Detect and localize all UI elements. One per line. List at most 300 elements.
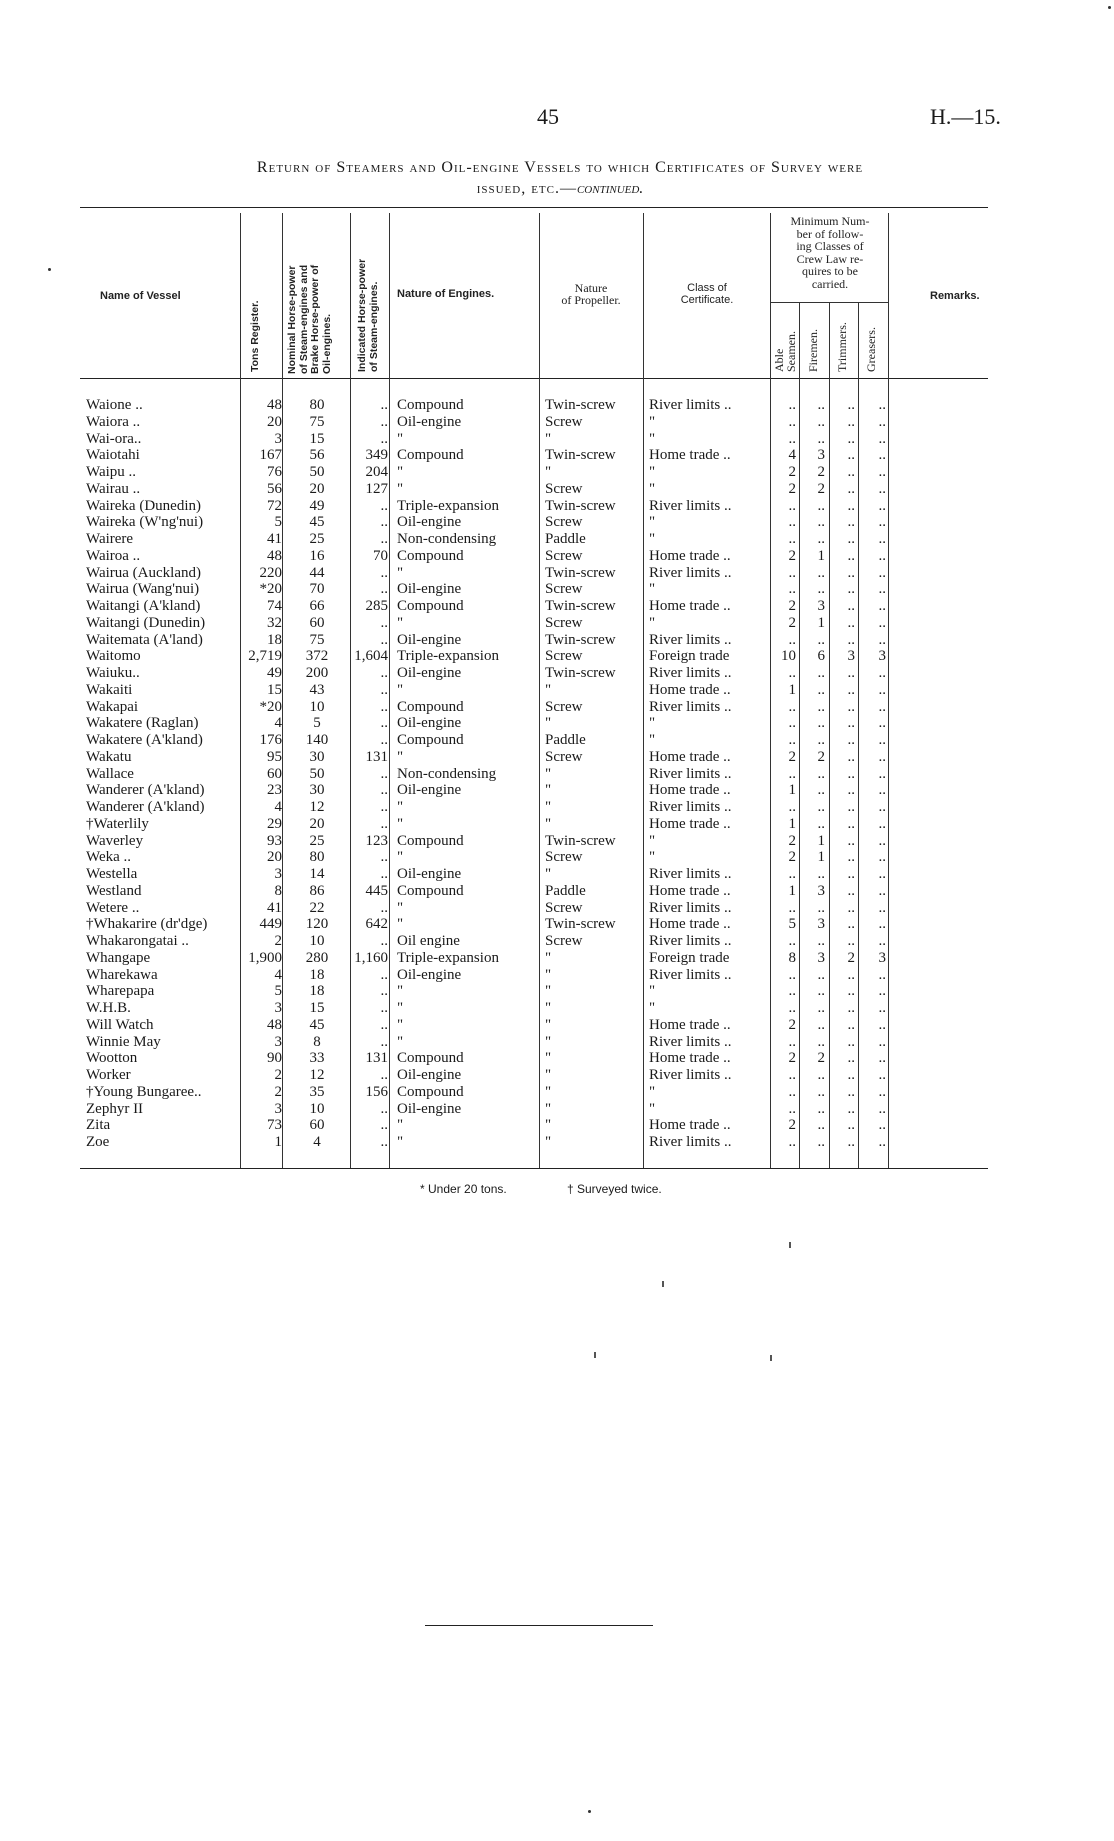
tons-register: 8 [274,882,282,899]
nominal-horse-power: 80 [309,397,325,413]
nature-of-engines: " [397,564,404,581]
tons-register: 18 [267,631,282,648]
firemen: .. [817,564,825,581]
indicated-horse-power: .. [380,815,388,832]
greasers: .. [878,899,886,916]
nature-of-propeller: " [545,765,552,782]
vessel-name: †Young Bungaree.. [86,1083,202,1100]
nominal-horse-power: 18 [309,983,325,1000]
header-nature-of-propeller [541,282,641,306]
tons-register: 176 [259,732,282,748]
trimmers: .. [847,614,855,631]
nominal-horse-power: 15 [309,1000,325,1016]
greasers: 3 [878,949,886,966]
indicated-horse-power: .. [380,514,388,531]
nominal-horse-power: 15 [309,430,325,447]
able-seamen: .. [788,1134,796,1150]
table-row [0,1000,1114,1017]
able-seamen: 1 [788,681,796,698]
header-firemen: Firemen. [806,329,820,372]
nature-of-engines: " [397,899,404,916]
nature-of-engines: Compound [397,547,464,564]
indicated-horse-power: .. [380,1100,388,1117]
vessel-name: Worker [86,1067,131,1083]
nominal-horse-power: 66 [309,598,325,614]
able-seamen: .. [788,514,796,531]
nature-of-propeller: " [545,799,552,815]
header-minimum-crew [772,215,888,290]
indicated-horse-power: .. [380,430,388,447]
trimmers: .. [847,933,855,949]
firemen: .. [817,1067,825,1083]
nature-of-propeller: " [545,949,552,966]
indicated-horse-power: .. [380,866,388,882]
tons-register: 2,719 [248,648,282,665]
header-class-line-1: Class of [687,282,727,294]
trimmers: .. [847,430,855,447]
class-of-certificate: River limits .. [649,397,732,413]
nominal-horse-power: 14 [309,866,325,882]
vessel-name: Westland [86,882,142,899]
indicated-horse-power: .. [380,413,388,430]
indicated-horse-power: 1,604 [354,648,388,665]
tons-register: 15 [267,681,282,698]
table-row [0,1117,1114,1134]
greasers: .. [878,882,886,899]
nature-of-engines: Oil-engine [397,1067,462,1083]
nature-of-propeller: " [545,1083,552,1100]
nature-of-engines: Oil-engine [397,1100,462,1117]
vessel-name: †Whakarire (dr'dge) [86,916,208,933]
able-seamen: .. [788,665,796,681]
greasers: .. [878,799,886,815]
nature-of-engines: " [397,748,404,765]
nominal-horse-power: 33 [309,1050,325,1067]
greasers: .. [878,966,886,983]
vessel-name: Whangape [86,949,151,966]
able-seamen: 10 [781,648,796,665]
firemen: .. [817,933,825,949]
nature-of-engines: Non-condensing [397,765,497,782]
indicated-horse-power: .. [380,732,388,748]
header-trimmers: Trimmers. [835,322,849,372]
able-seamen: .. [788,715,796,732]
nominal-horse-power: 10 [309,933,325,949]
indicated-horse-power: 1,160 [354,949,388,966]
tons-register: 48 [267,397,282,413]
table-row [0,1034,1114,1051]
nature-of-engines: " [397,480,404,497]
indicated-horse-power: .. [380,1033,388,1050]
trimmers: .. [847,916,855,933]
greasers: .. [878,581,886,598]
firemen: .. [817,715,825,732]
able-seamen: 2 [788,464,796,480]
nature-of-engines: Oil-engine [397,966,462,983]
tons-register: 48 [267,547,282,564]
vessel-name: Wairoa .. [86,547,141,564]
firemen: .. [817,1016,825,1033]
tons-register: 41 [267,899,282,916]
nature-of-propeller: " [545,1117,552,1134]
nature-of-propeller: Screw [545,514,583,531]
vessel-name: Wairua (Wang'nui) [86,581,200,598]
nature-of-engines: " [397,815,404,832]
greasers: .. [878,1117,886,1134]
firemen: .. [817,665,825,681]
tons-register: 3 [274,1100,282,1117]
vessel-name: Waione .. [86,397,143,413]
header-class-line-2: Certificate. [680,294,734,306]
table-row [0,732,1114,749]
nature-of-propeller: " [545,815,552,832]
trimmers: .. [847,1000,855,1016]
trimmers: .. [847,966,855,983]
vessel-name: Zita [86,1117,111,1134]
header-nominal-line-3: Brake Horse-power of [309,264,321,374]
nominal-horse-power: 45 [309,514,325,531]
nominal-horse-power: 35 [309,1083,325,1100]
nature-of-propeller: " [545,983,552,1000]
indicated-horse-power: .. [380,849,388,866]
header-indicated-line-2: of Steam-engines. [367,281,380,372]
vessel-name: Waitangi (A'kland) [86,598,201,614]
nature-of-engines: Oil engine [397,933,460,949]
nature-of-engines: " [397,983,404,1000]
nominal-horse-power: 20 [309,815,325,832]
page-mark [662,1281,664,1287]
trimmers: .. [847,1067,855,1083]
able-seamen: 2 [788,748,796,765]
class-of-certificate: River limits .. [649,933,732,949]
nature-of-propeller: " [545,1050,552,1067]
table-row [0,565,1114,582]
table-title [120,157,1000,199]
able-seamen: 2 [788,1050,796,1067]
indicated-horse-power: 70 [373,547,388,564]
class-of-certificate: Home trade .. [649,882,731,899]
table-row [0,849,1114,866]
firemen: 1 [817,547,825,564]
nature-of-engines: Compound [397,598,464,614]
class-of-certificate: " [649,1100,656,1117]
nature-of-propeller: " [545,1134,552,1150]
vessel-name: Wanderer (A'kland) [86,799,205,815]
nominal-horse-power: 25 [309,832,325,849]
header-nominal-line-2: of Steam-engines and [297,264,310,374]
table-row [0,414,1114,431]
page-mark [48,268,51,271]
header-bottom-rule [80,378,988,379]
nature-of-propeller: " [545,1100,552,1117]
vessel-name: Waireka (W'ng'nui) [86,514,204,531]
tons-register: 2 [274,933,282,949]
vessel-name: Westella [86,866,138,882]
vessel-name: Wootton [86,1050,138,1067]
vessel-name: Waverley [86,832,144,849]
tons-register: 76 [267,464,282,480]
class-of-certificate: " [649,413,656,430]
table-row [0,715,1114,732]
tons-register: 56 [267,480,282,497]
greasers: .. [878,681,886,698]
tons-register: 73 [267,1117,282,1134]
vessel-name: †Waterlily [86,815,149,832]
firemen: .. [817,732,825,748]
nominal-horse-power: 43 [309,681,325,698]
end-rule [425,1625,653,1626]
tons-register: 49 [267,665,282,681]
greasers: .. [878,531,886,547]
greasers: .. [878,413,886,430]
nominal-horse-power: 12 [309,1067,325,1083]
vessel-name: Wakatere (Raglan) [86,715,199,732]
nominal-horse-power: 30 [309,748,325,765]
header-nature-of-engines: Nature of Engines. [397,288,495,300]
page-mark [770,1355,772,1361]
firemen: .. [817,1100,825,1117]
tons-register: 2 [274,1067,282,1083]
firemen: .. [817,681,825,698]
greasers: .. [878,732,886,748]
trimmers: .. [847,882,855,899]
nature-of-engines: Compound [397,882,464,899]
indicated-horse-power: .. [380,631,388,648]
indicated-horse-power: 445 [365,882,388,899]
firemen: .. [817,413,825,430]
header-crew-line-6: carried. [811,276,849,291]
nature-of-propeller: " [545,782,552,799]
able-seamen: 2 [788,832,796,849]
able-seamen: 2 [788,480,796,497]
tons-register: 1,900 [248,949,282,966]
trimmers: .. [847,598,855,614]
table-row [0,598,1114,615]
header-nominal-hp [287,265,333,374]
table-row [0,648,1114,665]
able-seamen: .. [788,933,796,949]
vessel-name: Wakapai [86,698,139,715]
nominal-horse-power: 16 [309,547,325,564]
able-seamen: .. [788,1033,796,1050]
able-seamen: .. [788,1083,796,1100]
nominal-horse-power: 372 [305,648,329,665]
greasers: .. [878,631,886,648]
table-row [0,1101,1114,1118]
nature-of-propeller: Screw [545,581,583,598]
header-remarks: Remarks. [930,290,980,302]
greasers: .. [878,430,886,447]
greasers: .. [878,933,886,949]
able-seamen: 2 [788,1016,796,1033]
indicated-horse-power: .. [380,1117,388,1134]
trimmers: .. [847,1134,855,1150]
nature-of-propeller: Screw [545,413,583,430]
nature-of-propeller: Twin-screw [545,598,616,614]
greasers: .. [878,514,886,531]
trimmers: .. [847,1117,855,1134]
firemen: .. [817,899,825,916]
table-row [0,1084,1114,1101]
nature-of-propeller: Screw [545,933,583,949]
table-row [0,900,1114,917]
nature-of-propeller: Screw [545,648,583,665]
table-row [0,581,1114,598]
trimmers: .. [847,397,855,413]
trimmers: .. [847,581,855,598]
indicated-horse-power: .. [380,933,388,949]
nature-of-engines: Oil-engine [397,413,462,430]
class-of-certificate: River limits .. [649,799,732,815]
able-seamen: .. [788,799,796,815]
crew-subheader-rule [770,302,888,303]
able-seamen: 1 [788,815,796,832]
vessel-name: Waireka (Dunedin) [86,497,201,514]
title-line-1: Return of Steamers and Oil-engine Vessels to which Certificates of Survey were [256,159,864,176]
vessel-name: Wallace [86,765,134,782]
indicated-horse-power: 156 [365,1083,388,1100]
able-seamen: .. [788,732,796,748]
nature-of-propeller: Twin-screw [545,631,616,648]
vessel-name: Wharepapa [86,983,155,1000]
tons-register: 3 [274,430,282,447]
trimmers: .. [847,665,855,681]
trimmers: .. [847,413,855,430]
header-able-line-2: Seamen. [783,331,798,372]
firemen: .. [817,397,825,413]
able-seamen: .. [788,698,796,715]
nominal-horse-power: 49 [309,497,325,514]
nature-of-engines: Oil-engine [397,514,462,531]
class-of-certificate: " [649,480,656,497]
able-seamen: 2 [788,547,796,564]
nominal-horse-power: 75 [309,631,325,648]
nominal-horse-power: 30 [309,782,325,799]
indicated-horse-power: .. [380,765,388,782]
indicated-horse-power: .. [380,983,388,1000]
firemen: .. [817,966,825,983]
nature-of-engines: Oil-engine [397,715,462,732]
firemen: 3 [817,916,825,933]
trimmers: .. [847,849,855,866]
header-tons-register: Tons Register. [249,300,261,372]
header-propeller-line-1: Nature [574,281,608,295]
class-of-certificate: Home trade .. [649,547,731,564]
firemen: 3 [817,598,825,614]
vessel-name: Will Watch [86,1016,154,1033]
table-row [0,933,1114,950]
indicated-horse-power: .. [380,564,388,581]
firemen: 1 [817,832,825,849]
nature-of-engines: " [397,799,404,815]
class-of-certificate: Home trade .. [649,916,731,933]
indicated-horse-power: 642 [365,916,388,933]
header-able-line-1: Able [772,348,786,372]
class-of-certificate: River limits .. [649,765,732,782]
class-of-certificate: Foreign trade [649,648,730,665]
nature-of-propeller: Screw [545,547,583,564]
header-greasers: Greasers. [864,327,878,372]
tons-register: 20 [267,413,282,430]
firemen: .. [817,531,825,547]
nature-of-propeller: " [545,1016,552,1033]
table-row [0,498,1114,515]
nominal-horse-power: 200 [305,665,329,681]
class-of-certificate: Home trade .. [649,1050,731,1067]
greasers: .. [878,782,886,799]
firemen: .. [817,799,825,815]
nominal-horse-power: 60 [309,1117,325,1134]
indicated-horse-power: .. [380,665,388,681]
table-row [0,632,1114,649]
class-of-certificate: " [649,849,656,866]
nominal-horse-power: 86 [309,882,325,899]
nature-of-propeller: Paddle [545,882,586,899]
firemen: 1 [817,849,825,866]
trimmers: .. [847,1033,855,1050]
greasers: .. [878,447,886,464]
vessel-name: Wakaiti [86,681,133,698]
nature-of-engines: " [397,916,404,933]
indicated-horse-power: .. [380,1067,388,1083]
table-row [0,782,1114,799]
indicated-horse-power: .. [380,899,388,916]
firemen: 2 [817,464,825,480]
tons-register: 220 [259,564,282,581]
able-seamen: 2 [788,614,796,631]
class-of-certificate: River limits .. [649,1033,732,1050]
greasers: .. [878,715,886,732]
tons-register: 74 [267,598,282,614]
trimmers: .. [847,1083,855,1100]
nature-of-propeller: Twin-screw [545,497,616,514]
trimmers: .. [847,715,855,732]
vessel-name: Wairua (Auckland) [86,564,201,581]
nominal-horse-power: 120 [305,916,329,933]
firemen: .. [817,497,825,514]
nominal-horse-power: 8 [313,1033,321,1050]
nominal-horse-power: 140 [305,732,329,748]
indicated-horse-power: .. [380,497,388,514]
able-seamen: .. [788,966,796,983]
nominal-horse-power: 60 [309,614,325,631]
trimmers: .. [847,782,855,799]
nature-of-engines: Compound [397,698,464,715]
nature-of-engines: Triple-expansion [397,648,499,665]
class-of-certificate: Home trade .. [649,782,731,799]
able-seamen: .. [788,430,796,447]
indicated-horse-power: .. [380,715,388,732]
class-of-certificate: " [649,1083,656,1100]
nominal-horse-power: 4 [313,1134,321,1150]
nature-of-propeller: Screw [545,849,583,866]
nature-of-engines: " [397,1000,404,1016]
indicated-horse-power: 349 [365,447,388,464]
trimmers: .. [847,983,855,1000]
able-seamen: 1 [788,782,796,799]
nature-of-propeller: Paddle [545,732,586,748]
greasers: .. [878,1033,886,1050]
tons-register: 95 [267,748,282,765]
class-of-certificate: " [649,581,656,598]
tons-register: 4 [274,966,282,983]
able-seamen: .. [788,1000,796,1016]
able-seamen: .. [788,765,796,782]
vessel-name: Wai-ora.. [86,430,142,447]
firemen: .. [817,631,825,648]
tons-register: 41 [267,531,282,547]
tons-register: 4 [274,715,282,732]
